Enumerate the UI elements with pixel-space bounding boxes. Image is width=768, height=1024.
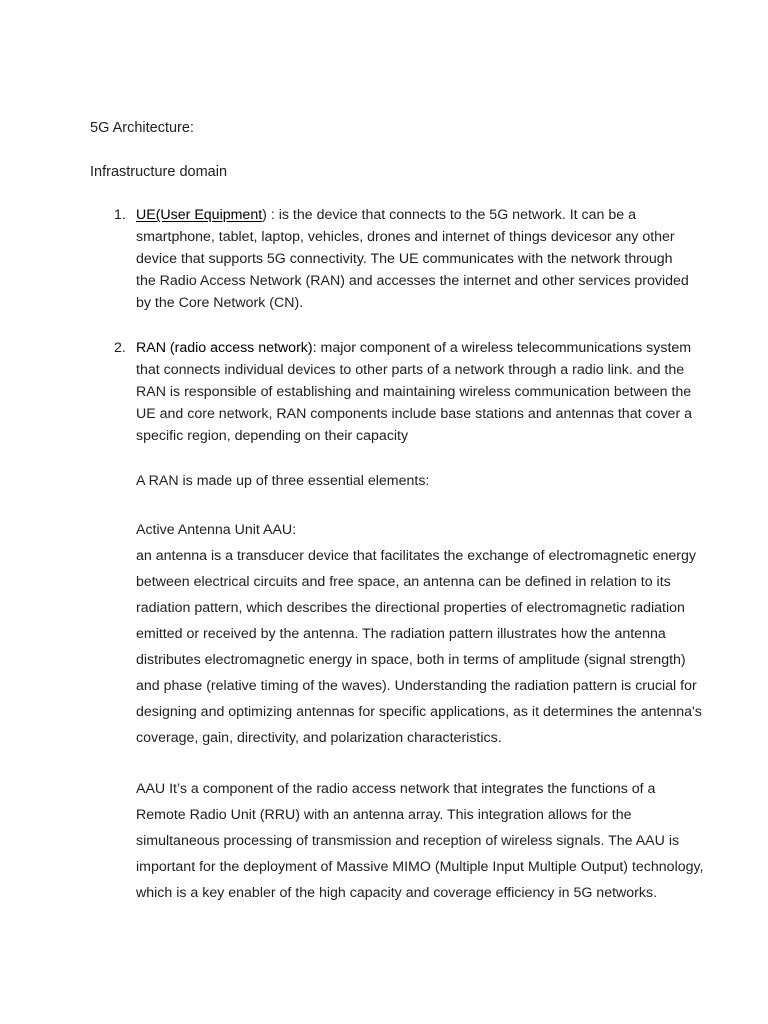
- list-item-number: 2.: [114, 340, 126, 356]
- list-item-number: 1.: [114, 207, 126, 223]
- aau-paragraph: an antenna is a transducer device that facilitates the exchange of electromagnetic energy between electrical circuits and free space, an antenna can be defined in relation to its radiation pattern, which describes the directional properties of electromagnetic radiation emitted or received by the antenna. The radiation pattern illustrates how the antenna distributes electromagnetic energy in space, both in terms of amplitude (signal strength) and phase (relative timing of the waves). Understanding the radiation pattern is crucial for designing and optimizing antennas for specific applications, as it determines the antenna's coverage, gain, directivity, and polarization characteristics.: [136, 548, 702, 746]
- list-item-ran: [136, 337, 696, 447]
- aau-paragraph: AAU It’s a component of the radio access network that integrates the functions of a Remote Radio Unit (RRU) with an antenna array. This integration allows for the simultaneous processing of transmission and reception of wireless signals. The AAU is important for the deployment of Massive MIMO (Multiple Input Multiple Output) technology, which is a key enabler of the high capacity and coverage efficiency in 5G networks.: [136, 781, 704, 901]
- list-item-body: : is the device that connects to the 5G network. It can be a smartphone, tablet, laptop, vehicles, drones and internet of things devicesor any other device that supports 5G connectivity. The UE communicates with the network through the Radio Access Network (RAN) and accesses the internet and other services provided by the Core Network (CN).: [136, 207, 689, 311]
- list-item-term: UE(User Equipment: [136, 207, 263, 223]
- list-item-term: RAN (radio access network):: [136, 340, 317, 356]
- list-item-body: major component of a wireless telecommunications system that connects individual devices to other parts of a network through a radio link. and the RAN is responsible of establishing and maintaining wireless communication between the UE and core network, RAN components include base stations and antennas that cover a specific region, depending on their capacity: [136, 340, 693, 444]
- aau-heading: Active Antenna Unit AAU:: [136, 522, 297, 538]
- list-item-term-close: ): [262, 207, 267, 223]
- ran-intro: A RAN is made up of three essential elements:: [136, 473, 430, 489]
- section-heading: Infrastructure domain: [90, 164, 228, 180]
- list-item-ue: [136, 204, 696, 314]
- document-title: 5G Architecture:: [90, 120, 194, 136]
